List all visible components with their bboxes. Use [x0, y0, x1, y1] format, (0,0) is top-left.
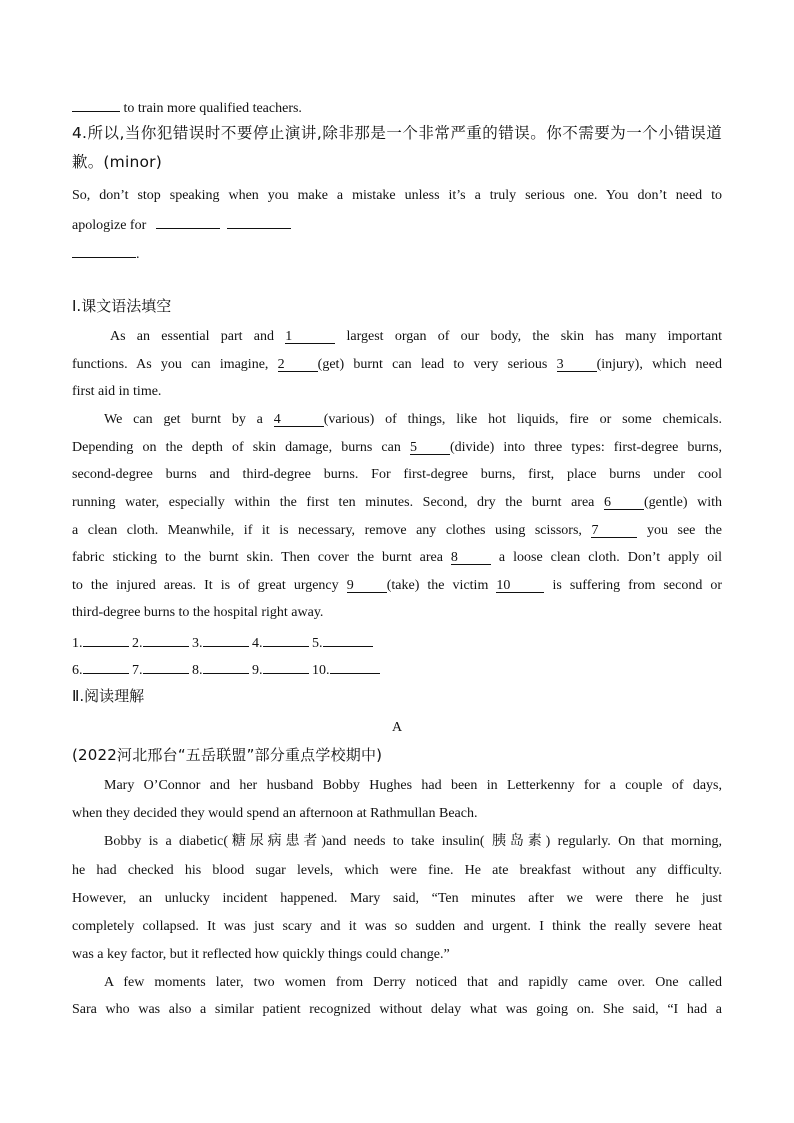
paragraph-line: a clean cloth. Meanwhile, if it is necessary, remove any clothes using scissors, 7 you see the: [72, 523, 723, 538]
q3-answer-line: to train more qualified teachers.: [72, 96, 722, 119]
passage-source: (2022河北邢台“五岳联盟”部分重点学校期中): [72, 746, 383, 764]
answer-field-4[interactable]: [263, 631, 309, 647]
blank-7[interactable]: 7: [591, 522, 637, 538]
paragraph-line: Sara who was also a similar patient recognized without delay what was going on. She said, “I had a: [72, 1002, 722, 1017]
answer-field-10[interactable]: [330, 658, 380, 674]
answer-field-8[interactable]: [203, 658, 249, 674]
section-2-title: Ⅱ.阅读理解: [72, 687, 145, 705]
blank-1[interactable]: 1: [285, 328, 335, 344]
paragraph-line: third-degree burns to the hospital right away.: [72, 605, 324, 620]
answer-row-2: 6. 7. 8. 9. 10.: [72, 658, 722, 681]
q4-chinese-line: 4.所以,当你犯错误时不要停止演讲,除非那是一个非常严重的错误。你不需要为一个小错误道: [72, 124, 722, 142]
blank-2[interactable]: 2: [278, 356, 318, 372]
blank-5[interactable]: 5: [410, 439, 450, 455]
answer-field-5[interactable]: [323, 631, 373, 647]
answer-blank[interactable]: [72, 242, 136, 258]
q4-answer-line-3: .: [72, 242, 722, 265]
passage-letter: A: [391, 720, 403, 735]
q4-english-line-2: apologize for: [72, 213, 722, 236]
q4-chinese-line-2: 歉。(minor): [72, 153, 162, 171]
paragraph-line: Mary O’Connor and her husband Bobby Hughes had been in Letterkenny for a couple of days,: [104, 778, 722, 793]
answer-blank[interactable]: [72, 96, 120, 112]
answer-blank[interactable]: [156, 213, 220, 229]
paragraph-line: second-degree burns and third-degree burns. For first-degree burns, first, place burns under cool: [72, 467, 722, 482]
paragraph-line: As an essential part and 1 largest organ of our body, the skin has many important: [110, 329, 723, 344]
paragraph-line: to the injured areas. It is of great urgency 9 (take) the victim 10 is suffering from second or: [72, 578, 723, 593]
answer-row-1: 1. 2. 3. 4. 5.: [72, 631, 722, 654]
paragraph-line: running water, especially within the first ten minutes. Second, dry the burnt area 6 (gentle) with: [72, 495, 722, 510]
paragraph-line: he had checked his blood sugar levels, which were fine. He ate breakfast without any difficulty.: [72, 863, 722, 878]
blank-3[interactable]: 3: [557, 356, 597, 372]
answer-blank[interactable]: [227, 213, 291, 229]
paragraph-line: A few moments later, two women from Derry noticed that and rapidly came over. One called: [104, 975, 722, 990]
answer-field-2[interactable]: [143, 631, 189, 647]
paragraph-line: when they decided they would spend an afternoon at Rathmullan Beach.: [72, 806, 478, 821]
paragraph-line: was a key factor, but it reflected how quickly things could change.”: [72, 947, 450, 962]
blank-4[interactable]: 4: [274, 411, 324, 427]
blank-6[interactable]: 6: [604, 494, 644, 510]
answer-field-3[interactable]: [203, 631, 249, 647]
section-1-title: Ⅰ.课文语法填空: [72, 297, 172, 315]
blank-8[interactable]: 8: [451, 549, 491, 565]
paragraph-line: first aid in time.: [72, 384, 162, 399]
blank-9[interactable]: 9: [347, 577, 387, 593]
paragraph-line: Bobby is a diabetic(糖尿病患者)and needs to take insulin( 胰岛素) regularly. On that morning,: [104, 834, 722, 849]
q4-english-line: So, don’t stop speaking when you make a mistake unless it’s a truly serious one. You don’t need to: [72, 188, 722, 203]
paragraph-line: However, an unlucky incident happened. Mary said, “Ten minutes after we were there he just: [72, 891, 722, 906]
answer-field-1[interactable]: [83, 631, 129, 647]
paragraph-line: fabric sticking to the burnt skin. Then cover the burnt area 8 a loose clean cloth. Don’t apply oil: [72, 550, 722, 565]
answer-field-6[interactable]: [83, 658, 129, 674]
paragraph-line: completely collapsed. It was just scary and it was so sudden and urgent. I think the really severe heat: [72, 919, 722, 934]
answer-field-7[interactable]: [143, 658, 189, 674]
answer-field-9[interactable]: [263, 658, 309, 674]
paragraph-line: functions. As you can imagine, 2 (get) burnt can lead to very serious 3 (injury), which need: [72, 357, 722, 372]
blank-10[interactable]: 10: [496, 577, 544, 593]
paragraph-line: Depending on the depth of skin damage, burns can 5 (divide) into three types: first-degree burns,: [72, 440, 723, 455]
paragraph-line: We can get burnt by a 4 (various) of things, like hot liquids, fire or some chemicals.: [104, 412, 722, 427]
